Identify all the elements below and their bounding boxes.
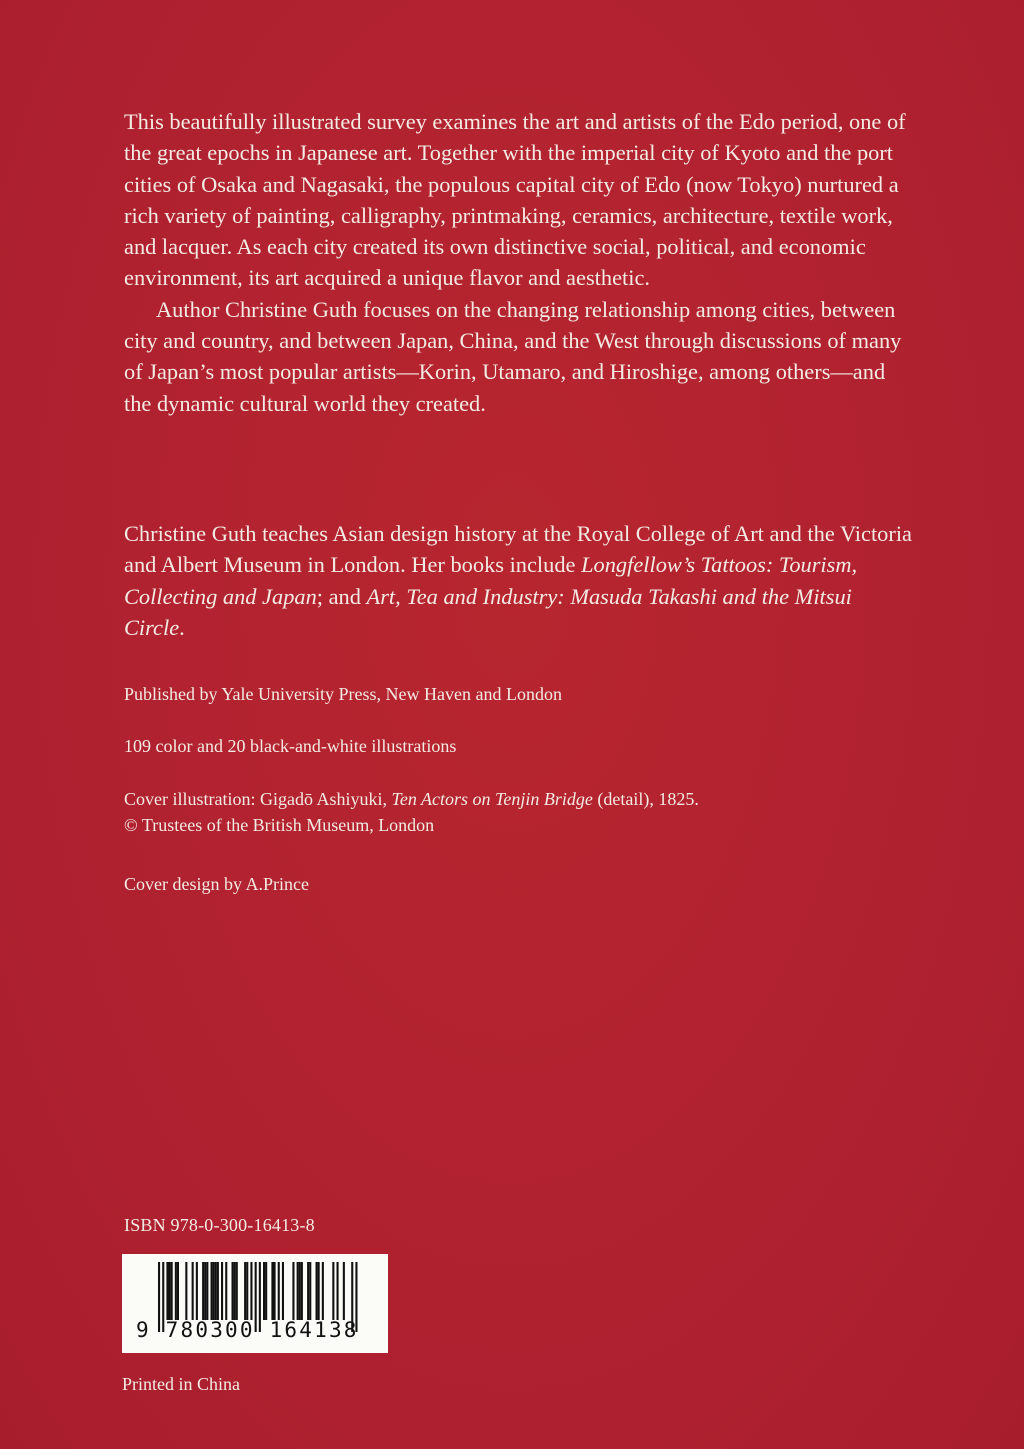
blurb: [124, 106, 914, 419]
barcode-bar: [213, 1262, 215, 1320]
barcode-bar: [211, 1262, 213, 1320]
barcode-bar: [175, 1262, 177, 1320]
barcode-bar: [271, 1262, 273, 1320]
author-bio-paragraph: [124, 518, 914, 643]
barcode-bar: [265, 1262, 267, 1320]
publisher-line: [124, 681, 914, 707]
printed-in: Printed in China: [122, 1374, 240, 1394]
barcode-bar: [234, 1262, 236, 1320]
barcode-bar: [169, 1262, 171, 1320]
barcode-bar: [215, 1262, 217, 1320]
publisher-text: Published by Yale University Press, New Haven and London: [124, 684, 562, 704]
barcode-bar: [299, 1262, 301, 1320]
cover-illustration-line: [124, 786, 914, 812]
blurb-paragraph-1: This beautifully illustrated survey examines the art and artists of the Edo period, one of the great epochs in Japanese art. Together with the imperial city of Kyoto and the port cities of Osaka and Nagasaki, the populous capital city of Edo (now Tokyo) nurtured a rich variety of painting, calligraphy, printmaking, ceramics, architecture, textile work, and lacquer. As each city created its own distinctive social, political, and economic environment, its art acquired a unique flavor and aesthetic.: [124, 109, 906, 291]
barcode: [122, 1254, 388, 1353]
barcode-bar: [301, 1262, 303, 1320]
barcode-bar: [221, 1262, 223, 1320]
barcode-bar: [307, 1262, 309, 1320]
barcode-bar: [274, 1262, 276, 1320]
barcode-bar: [204, 1262, 206, 1320]
cover-illustration-title: Ten Actors on Tenjin Bridge: [391, 789, 593, 809]
barcode-bar: [332, 1262, 334, 1320]
barcode-bar: [322, 1262, 324, 1320]
barcode-bar: [236, 1262, 238, 1320]
blurb-paragraph-2: Author Christine Guth focuses on the changing relationship among cities, between city and country, and between Japan, China, and the West through discussions of many of Japan’s most popular artists—Korin, Utamaro, and Hiroshige, among others—and the dynamic cultural world they created.: [124, 296, 902, 416]
barcode-bar: [244, 1262, 246, 1320]
barcode-bar: [278, 1262, 280, 1320]
barcode-bar: [225, 1262, 227, 1320]
barcode-bar: [217, 1262, 219, 1320]
isbn-number: ISBN 978-0-300-16413-8: [124, 1215, 315, 1235]
bio-mid: ; and: [316, 583, 367, 609]
barcode-bar: [250, 1262, 252, 1320]
cover-illustration-credit: [124, 786, 914, 838]
bio-end: .: [179, 614, 185, 640]
barcode-bar: [185, 1262, 187, 1320]
cover-illustration-prefix: Cover illustration: Gigadō Ashiyuki,: [124, 789, 392, 809]
barcode-bar: [171, 1262, 173, 1320]
cover-design-line: [124, 871, 914, 897]
barcode-bar: [292, 1262, 294, 1320]
cover-design-text: Cover design by A.Prince: [124, 874, 309, 894]
barcode-bar: [297, 1262, 299, 1320]
barcode-bar: [316, 1262, 318, 1320]
author-bio: [124, 518, 914, 643]
barcode-digits: 9 780300 164138: [136, 1318, 359, 1342]
cover-illustration-copyright: © Trustees of the British Museum, London: [124, 815, 435, 835]
barcode-bar: [337, 1262, 339, 1320]
barcode-bar: [166, 1262, 168, 1320]
barcode-bar: [263, 1262, 265, 1320]
illustrations-line: [124, 733, 914, 759]
bio-intro: Christine Guth teaches Asian design history at the Royal College of Art and the Victoria and Albert Museum in London. Her books include: [124, 521, 912, 578]
barcode-bar: [206, 1262, 208, 1320]
barcode-bar: [309, 1262, 311, 1320]
illustrations-text: 109 color and 20 black-and-white illustrations: [124, 736, 457, 756]
barcode-bar: [202, 1262, 204, 1320]
barcode-bar: [192, 1262, 194, 1320]
barcode-bar: [177, 1262, 179, 1320]
barcode-bar: [318, 1262, 320, 1320]
bio-book-2: Art, Tea and Industry: Masuda Takashi and the Mitsui Circle: [124, 583, 852, 640]
barcode-bar: [282, 1262, 284, 1320]
barcode-bar: [232, 1262, 234, 1320]
barcode-bar: [343, 1262, 345, 1320]
cover-illustration-suffix: (detail), 1825.: [592, 789, 699, 809]
barcode-bar: [196, 1262, 198, 1320]
barcode-bar: [246, 1262, 248, 1320]
bio-book-1: Longfellow’s Tattoos: Tourism, Collecting and Japan: [124, 552, 858, 609]
